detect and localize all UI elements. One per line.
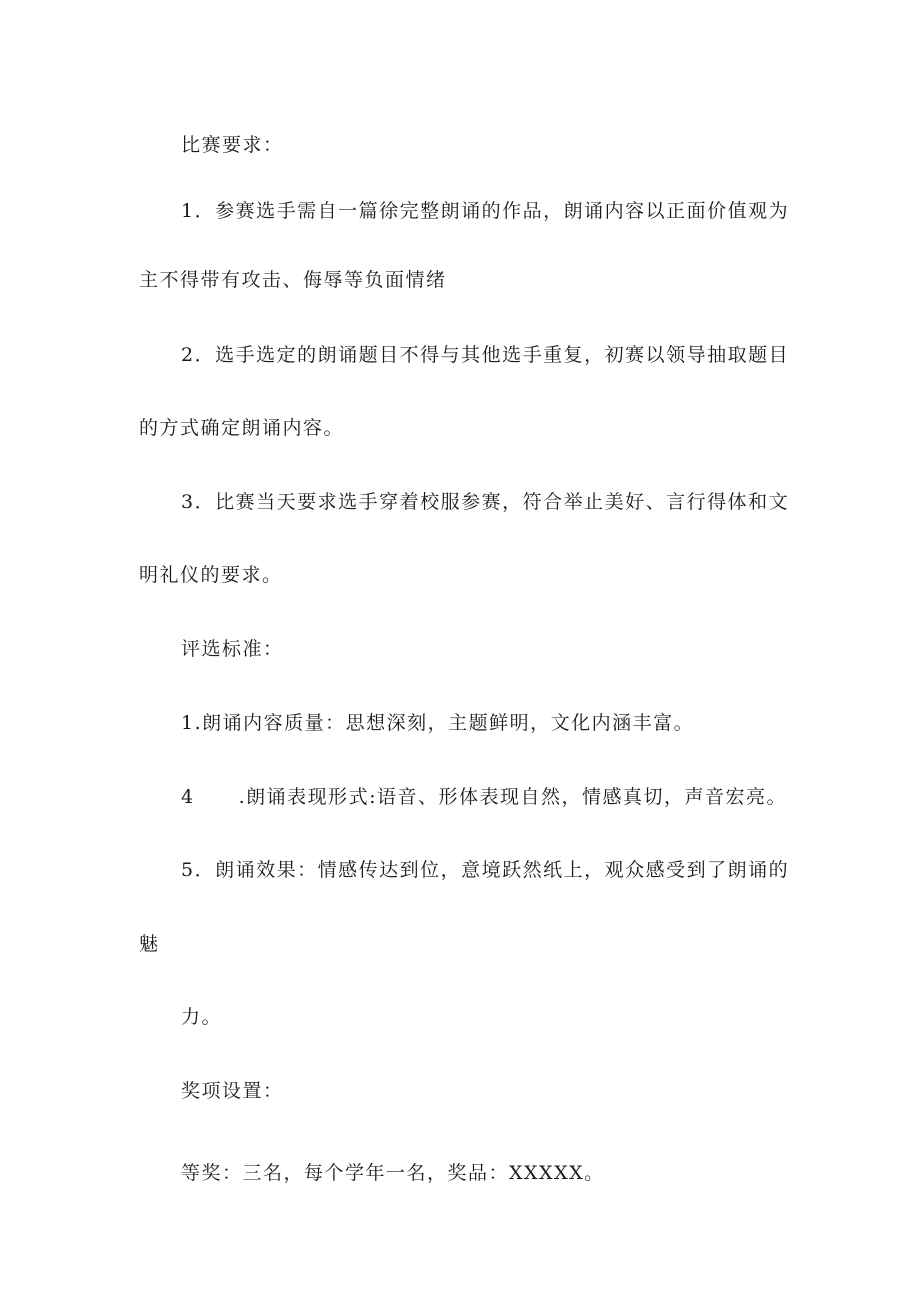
requirements-heading: 比赛要求： bbox=[181, 134, 284, 156]
requirement-2-line-2: 的方式确定朗诵内容。 bbox=[139, 417, 345, 439]
criterion-4 bbox=[181, 785, 787, 809]
award-line-1: 等奖：三名，每个学年一名，奖品：XXXXX。 bbox=[181, 1162, 605, 1184]
requirement-1-line-1: 1．参赛选手需自一篇徐完整朗诵的作品，朗诵内容以正面价值观为 bbox=[181, 200, 790, 222]
requirement-3-line-1: 3．比赛当天要求选手穿着校服参赛，符合举止美好、言行得体和文 bbox=[181, 491, 790, 513]
criterion-4-number: 4 bbox=[181, 786, 195, 808]
criterion-4-text: .朗诵表现形式:语音、形体表现自然，情感真切，声音宏亮。 bbox=[238, 786, 788, 808]
requirement-1-line-2: 主不得带有攻击、侮辱等负面情绪 bbox=[139, 269, 447, 291]
criterion-5-line-3: 力。 bbox=[181, 1006, 223, 1028]
criterion-5-line-1: 5．朗诵效果：情感传达到位，意境跃然纸上，观众感受到了朗诵的 bbox=[181, 859, 790, 881]
requirement-3-line-2: 明礼仪的要求。 bbox=[139, 564, 283, 586]
criterion-5-line-2: 魅 bbox=[139, 933, 160, 955]
awards-heading: 奖项设置： bbox=[181, 1080, 284, 1102]
criterion-1: 1.朗诵内容质量：思想深刻，主题鲜明，文化内涵丰富。 bbox=[181, 712, 695, 734]
requirement-2-line-1: 2．选手选定的朗诵题目不得与其他选手重复，初赛以领导抽取题目 bbox=[181, 344, 790, 366]
criteria-heading: 评选标准： bbox=[181, 638, 284, 660]
